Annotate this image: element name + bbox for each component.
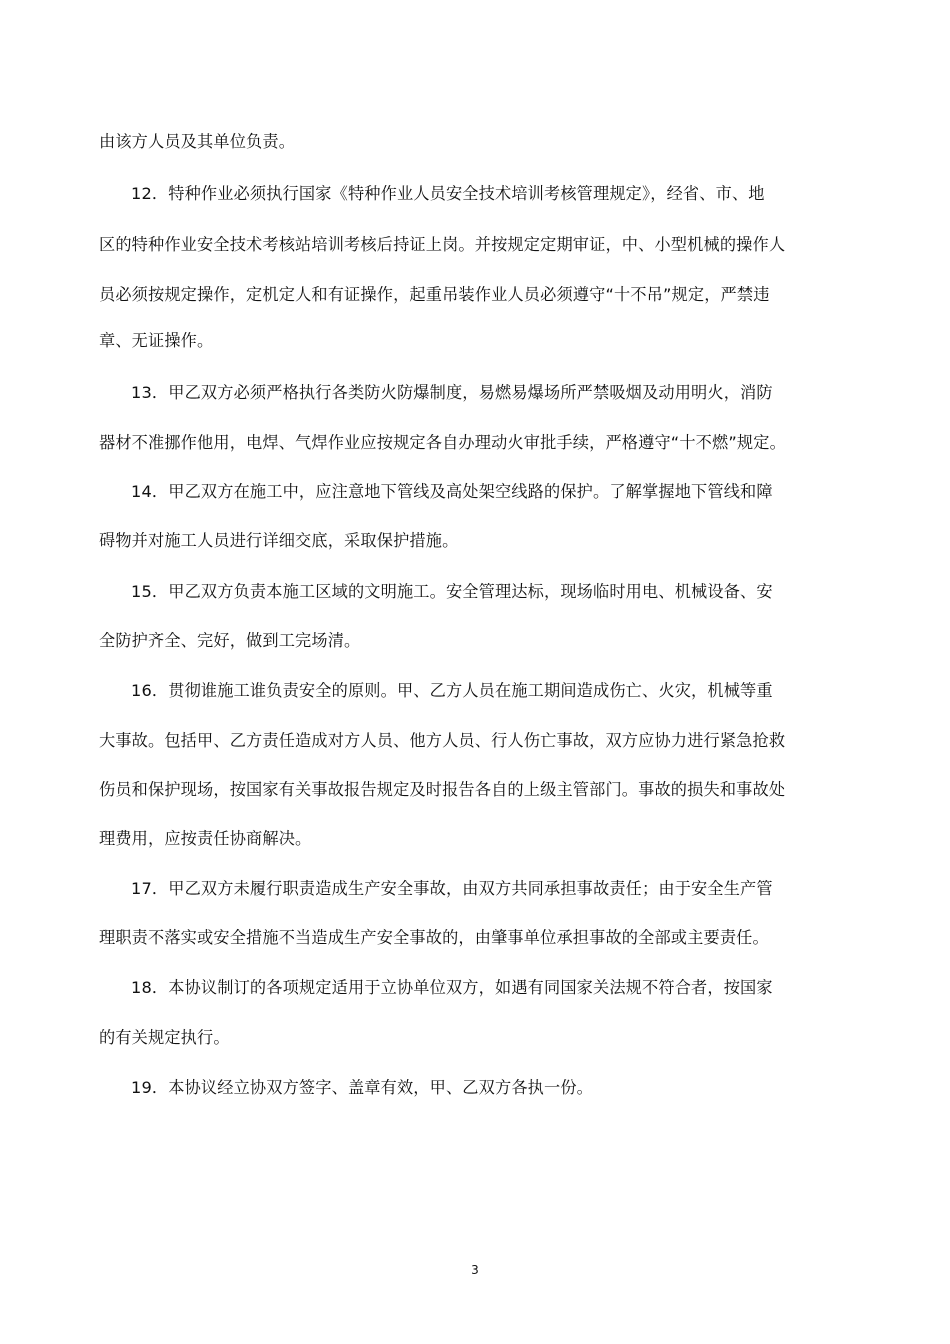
text-line: 伤员和保护现场，按国家有关事故报告规定及时报告各自的上级主管部门。事故的损失和事故处 [99, 780, 786, 799]
page-number: 3 [471, 1263, 479, 1277]
text-line: 13．甲乙双方必须严格执行各类防火防爆制度，易燃易爆场所严禁吸烟及动用明火，消防 [131, 383, 773, 402]
text-line: 由该方人员及其单位负责。 [99, 132, 296, 151]
text-line: 大事故。包括甲、乙方责任造成对方人员、他方人员、行人伤亡事故，双方应协力进行紧急抢救 [99, 731, 786, 750]
text-line: 理职责不落实或安全措施不当造成生产安全事故的，由肇事单位承担事故的全部或主要责任。 [99, 928, 769, 947]
text-line: 15．甲乙双方负责本施工区域的文明施工。安全管理达标，现场临时用电、机械设备、安 [131, 582, 773, 601]
text-line: 16．贯彻谁施工谁负责安全的原则。甲、乙方人员在施工期间造成伤亡、火灾，机械等重 [131, 681, 773, 700]
text-line: 18．本协议制订的各项规定适用于立协单位双方，如遇有同国家关法规不符合者，按国家 [131, 978, 773, 997]
text-line: 章、无证操作。 [99, 331, 214, 350]
text-line: 理费用，应按责任协商解决。 [99, 829, 312, 848]
text-line: 区的特种作业安全技术考核站培训考核后持证上岗。并按规定定期审证，中、小型机械的操作人 [99, 235, 786, 254]
text-line: 19．本协议经立协双方签字、盖章有效，甲、乙双方各执一份。 [131, 1078, 594, 1097]
text-line: 全防护齐全、完好，做到工完场清。 [99, 631, 361, 650]
text-line: 的有关规定执行。 [99, 1028, 230, 1047]
text-line: 员必须按规定操作，定机定人和有证操作，起重吊装作业人员必须遵守“十不吊”规定，严禁违 [99, 285, 770, 304]
text-line: 器材不准挪作他用，电焊、气焊作业应按规定各自办理动火审批手续，严格遵守“十不燃”规定。 [99, 433, 786, 452]
text-line: 12．特种作业必须执行国家《特种作业人员安全技术培训考核管理规定》，经省、市、地 [131, 184, 765, 203]
text-line: 17．甲乙双方未履行职责造成生产安全事故，由双方共同承担事故责任；由于安全生产管 [131, 879, 773, 898]
text-line: 14．甲乙双方在施工中，应注意地下管线及高处架空线路的保护。了解掌握地下管线和障 [131, 482, 773, 501]
text-line: 碍物并对施工人员进行详细交底，采取保护措施。 [99, 531, 459, 550]
